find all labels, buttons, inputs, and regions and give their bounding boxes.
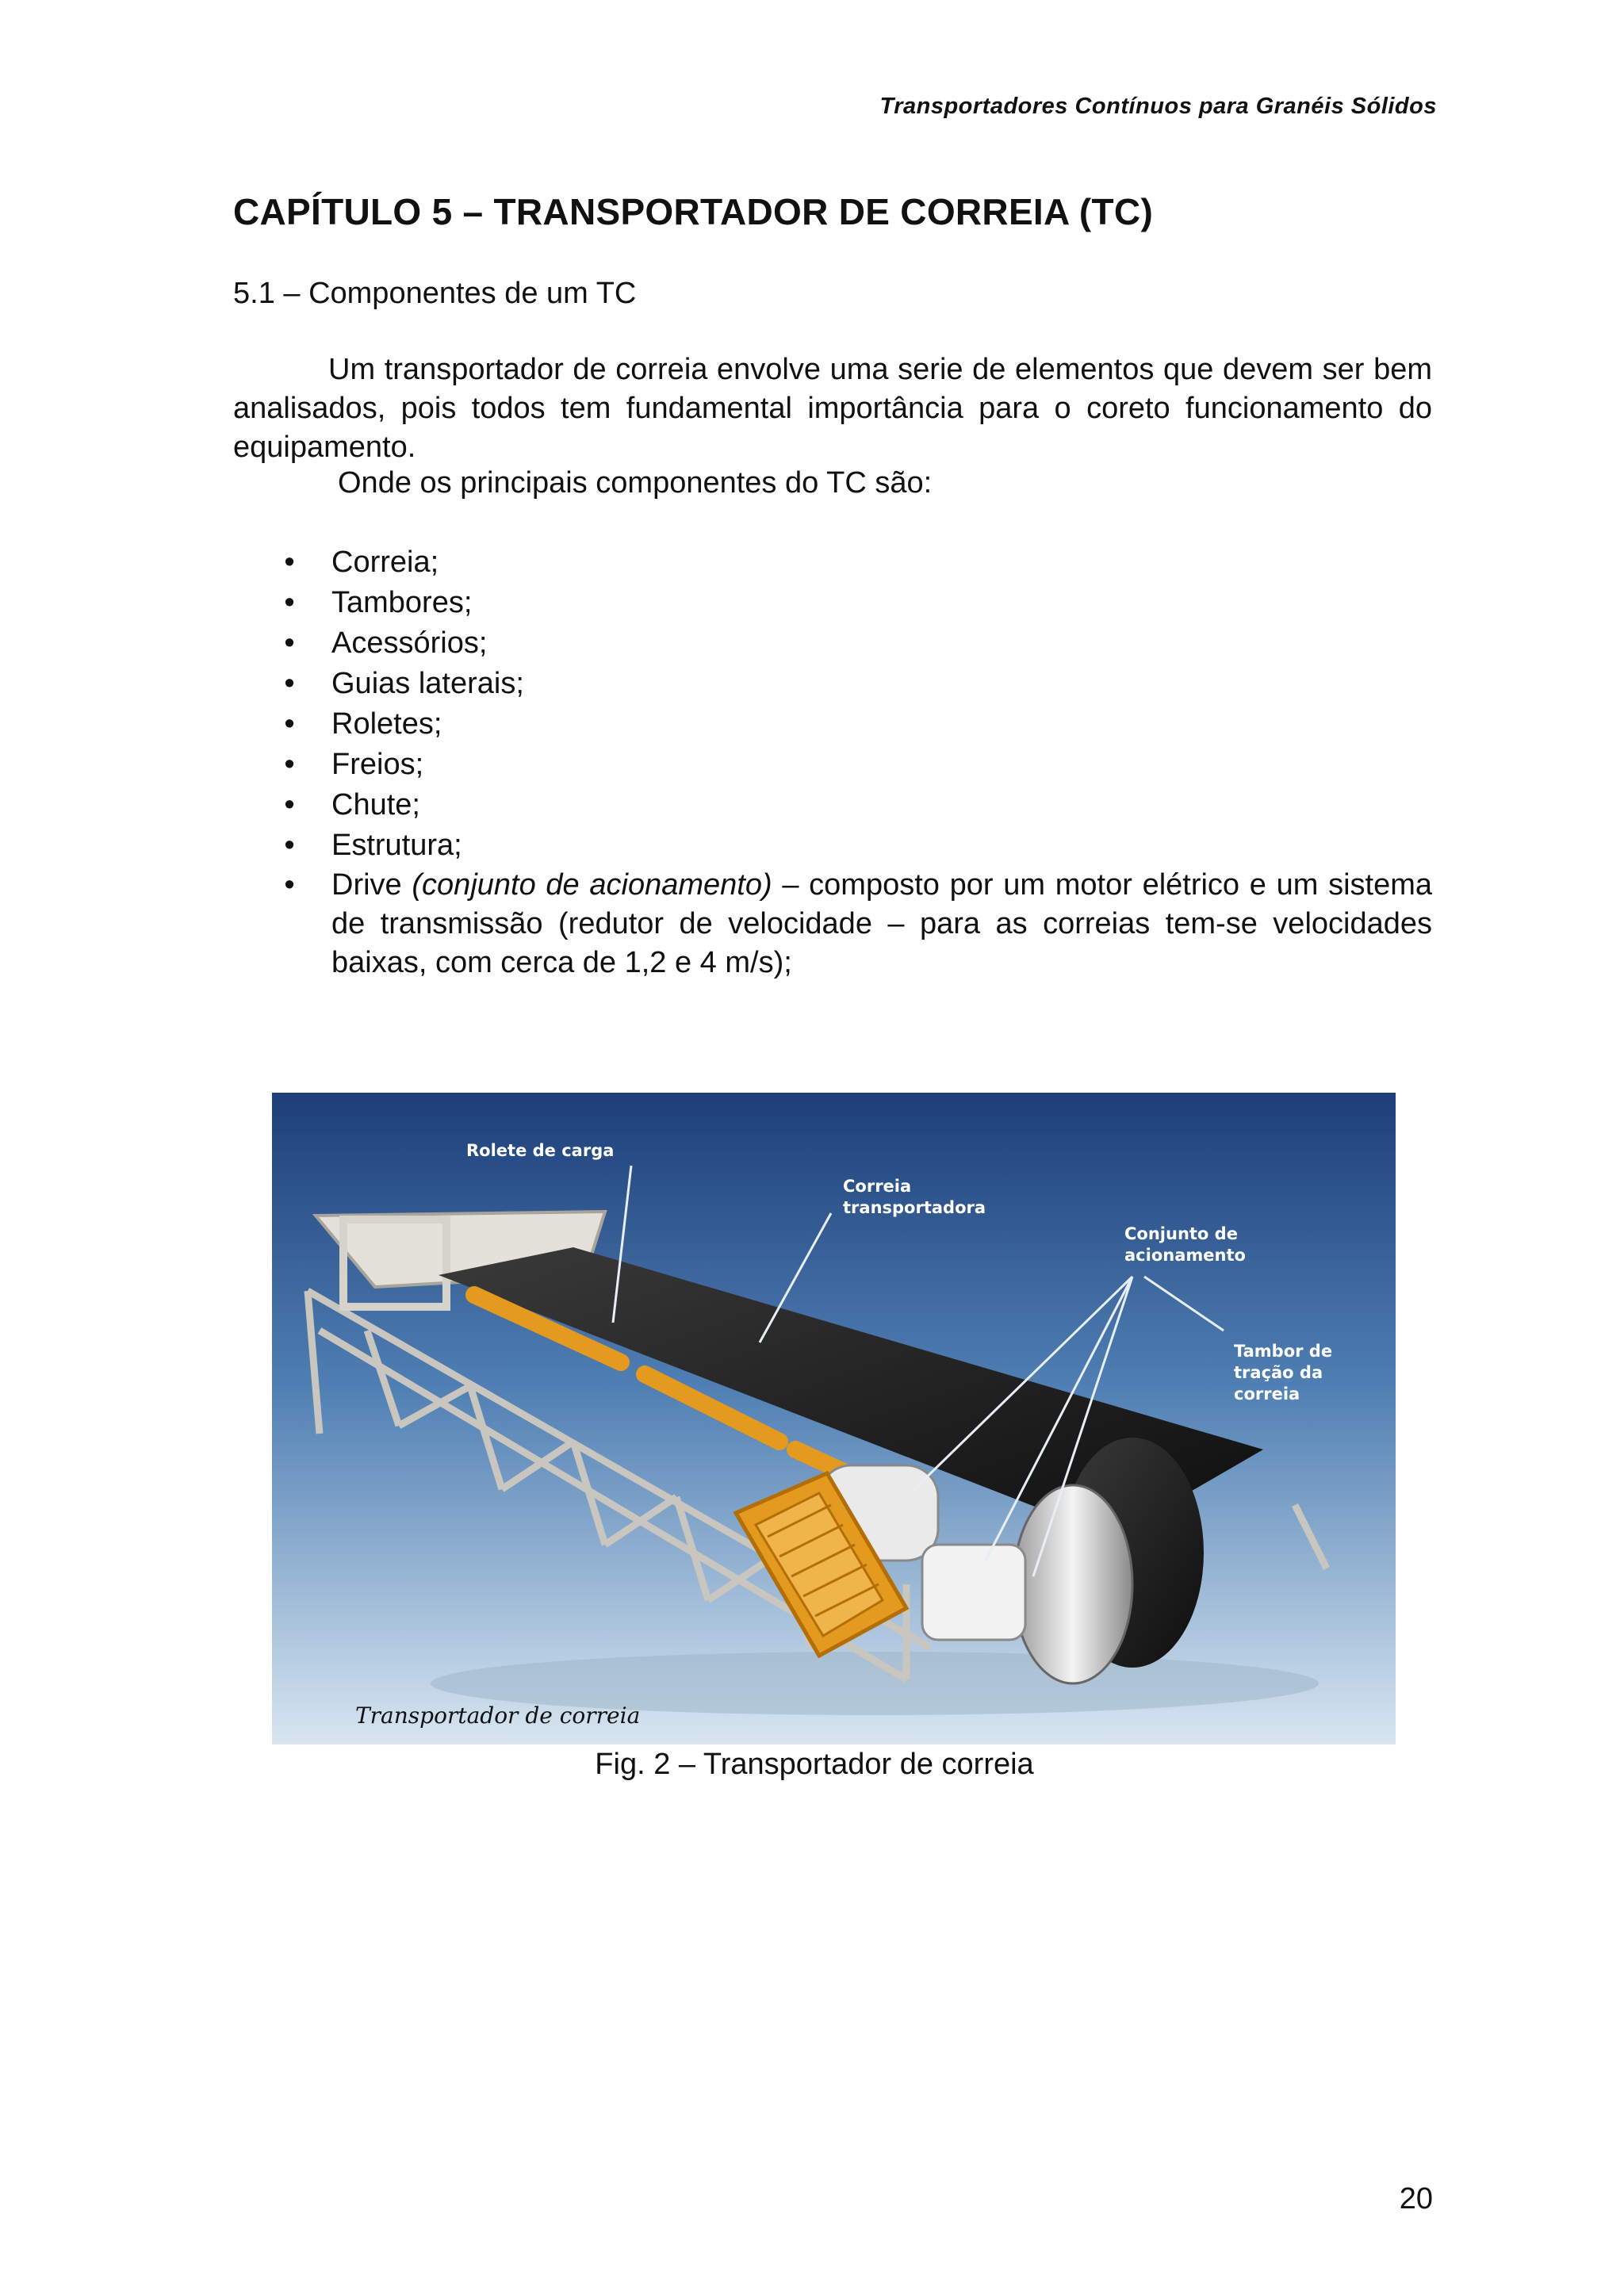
list-item: • Tambores; [278,583,1432,623]
gear-reducer [922,1545,1025,1640]
list-item: • Estrutura; [278,825,1432,866]
drive-emphasis: (conjunto de acionamento) [412,868,772,902]
bullet-icon: • [284,626,295,660]
inset-caption: Transportador de correia [355,1702,641,1729]
bullet-icon: • [284,667,295,700]
chapter-title: CAPÍTULO 5 – TRANSPORTADOR DE CORREIA (TC) [233,191,1154,232]
drive-description: – composto por um motor elétrico e um sistema de transmissão (redutor de velocidade – para as correias tem-se velocidades baixas, com cerca de 1,2 e 4 m/s); [331,868,1433,979]
figure-caption: Fig. 2 – Transportador de correia [595,1748,1034,1781]
label-correia-2: transportadora [843,1198,986,1217]
bullet-icon: • [284,748,295,781]
label-conjunto-1: Conjunto de [1124,1224,1238,1243]
drive-term: Drive [331,868,402,902]
list-item: • Chute; [278,785,1432,825]
list-item: • Correia; [278,542,1432,583]
section-title: 5.1 – Componentes de um TC [233,277,637,310]
bullet-icon: • [284,788,295,821]
intro-paragraph-text: Um transportador de correia envolve uma serie de elementos que devem ser bem analisados, pois todos tem fundamental importância para o coreto funcionamento do equipamento. [233,353,1432,464]
components-intro: Onde os principais componentes do TC são: [338,466,933,500]
conveyor-figure [272,1093,1396,1744]
intro-paragraph [233,350,1432,467]
list-item-drive [278,866,1432,982]
page-number: 20 [1399,2182,1433,2215]
label-tambor-3: correia [1234,1384,1300,1404]
label-conjunto-2: acionamento [1124,1246,1246,1265]
running-header: Transportadores Contínuos para Granéis Sólidos [879,94,1437,119]
bullet-icon: • [284,868,295,902]
bullet-icon: • [284,829,295,862]
bullet-icon: • [284,586,295,619]
components-list [278,542,1432,982]
label-tambor-1: Tambor de [1234,1342,1333,1361]
label-correia-1: Correia [843,1177,912,1196]
label-rolete: Rolete de carga [466,1141,615,1160]
list-item: • Acessórios; [278,623,1432,664]
list-item: • Freios; [278,745,1432,785]
bullet-icon: • [284,546,295,579]
bullet-icon: • [284,707,295,741]
conveyor-illustration [272,1093,1396,1744]
list-item: • Roletes; [278,704,1432,745]
drive-drum-face [1013,1485,1132,1683]
list-item: • Guias laterais; [278,664,1432,704]
label-tambor-2: tração da [1234,1363,1323,1382]
